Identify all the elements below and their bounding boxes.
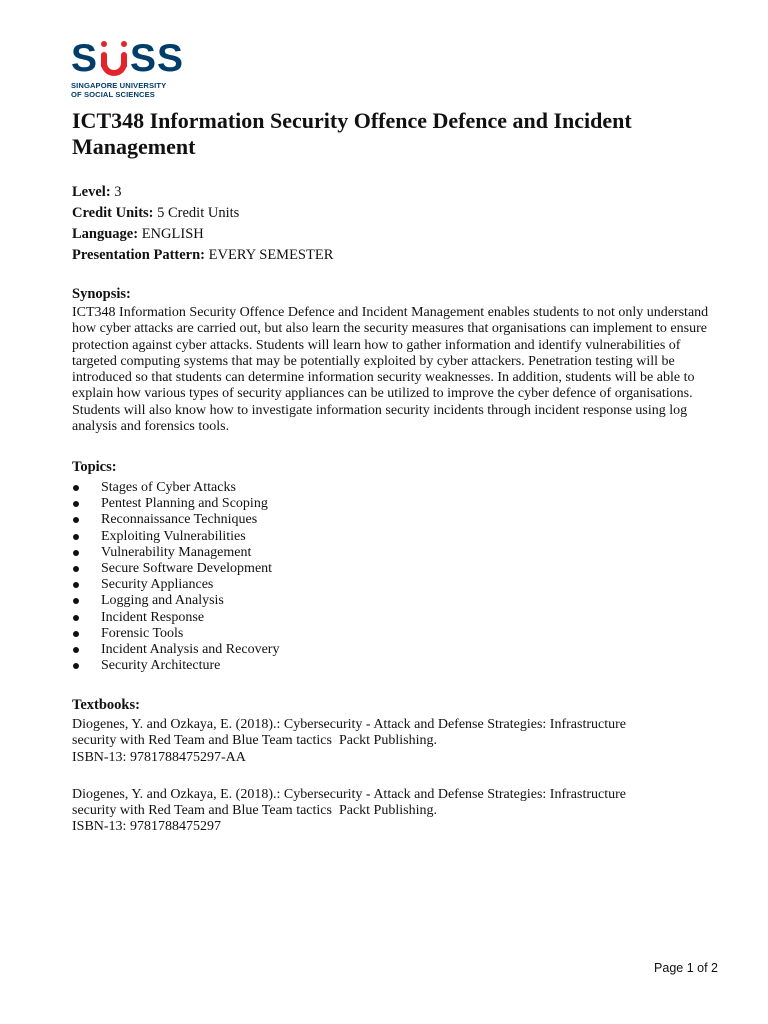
- bullet-icon: [73, 517, 79, 523]
- level-label: Level:: [72, 184, 111, 200]
- textbooks-section: [72, 696, 722, 836]
- credit-label: Credit Units:: [72, 205, 154, 221]
- list-item: Stages of Cyber Attacks: [72, 480, 692, 496]
- logo-wordmark: [71, 37, 186, 80]
- textbook-entry: [72, 717, 722, 766]
- textbook-citation-line: Diogenes, Y. and Ozkaya, E. (2018).: Cybersecurity - Attack and Defense Strategies: Infrastructure: [72, 786, 626, 802]
- textbook-citation-line: security with Red Team and Blue Team tactics Packt Publishing.: [72, 803, 437, 819]
- bullet-icon: [73, 598, 79, 604]
- logo-subtitle-line1: SINGAPORE UNIVERSITY: [71, 81, 167, 90]
- textbook-citation-line: Diogenes, Y. and Ozkaya, E. (2018).: Cybersecurity - Attack and Defense Strategies: Infrastructure: [72, 717, 626, 732]
- list-item: Incident Analysis and Recovery: [72, 642, 692, 658]
- logo-letter-s1: S: [71, 37, 99, 80]
- list-item: Security Architecture: [72, 658, 692, 674]
- credit-value: 5 Credit Units: [157, 205, 240, 221]
- bullet-icon: [73, 663, 79, 669]
- bullet-icon: [73, 550, 79, 556]
- course-meta: [72, 182, 333, 266]
- logo-letter-s2: S: [130, 37, 158, 80]
- bullet-icon: [73, 501, 79, 507]
- textbook-isbn: ISBN-13: 9781788475297: [72, 819, 221, 835]
- logo-subtitle-line2: OF SOCIAL SCIENCES: [71, 90, 155, 99]
- bullet-icon: [73, 485, 79, 491]
- logo-u-icon: [99, 40, 129, 78]
- logo-subtitle: [71, 81, 186, 99]
- synopsis-section: [72, 285, 722, 435]
- list-item: Exploiting Vulnerabilities: [72, 529, 692, 545]
- topics-section: [72, 458, 692, 674]
- textbook-isbn: ISBN-13: 9781788475297-AA: [72, 749, 246, 765]
- list-item: Forensic Tools: [72, 626, 692, 642]
- list-item: Logging and Analysis: [72, 593, 692, 609]
- list-item: Incident Response: [72, 610, 692, 626]
- synopsis-heading: Synopsis:: [72, 286, 131, 302]
- bullet-icon: [73, 566, 79, 572]
- logo-letter-s3: S: [157, 37, 185, 80]
- textbooks-heading: Textbooks:: [72, 697, 140, 713]
- meta-level: [72, 182, 333, 203]
- bullet-icon: [73, 631, 79, 637]
- pattern-value: EVERY SEMESTER: [208, 247, 334, 263]
- list-item: Vulnerability Management: [72, 545, 692, 561]
- page-number: Page 1 of 2: [654, 961, 718, 975]
- topics-heading: Topics:: [72, 459, 117, 475]
- bullet-icon: [73, 582, 79, 588]
- bullet-icon: [73, 647, 79, 653]
- language-value: ENGLISH: [141, 226, 204, 242]
- meta-language: [72, 224, 333, 245]
- bullet-icon: [73, 615, 79, 621]
- list-item: Secure Software Development: [72, 561, 692, 577]
- list-item: Reconnaissance Techniques: [72, 512, 692, 528]
- meta-credit-units: [72, 203, 333, 224]
- topics-list: [72, 480, 692, 674]
- textbook-entry: [72, 787, 722, 836]
- bullet-icon: [73, 534, 79, 540]
- list-item: Security Appliances: [72, 577, 692, 593]
- course-title: ICT348 Information Security Offence Defence and Incident Management: [72, 108, 632, 159]
- language-label: Language:: [72, 226, 139, 242]
- level-value: 3: [114, 184, 122, 200]
- textbook-citation-line: security with Red Team and Blue Team tactics Packt Publishing.: [72, 733, 437, 749]
- synopsis-text: ICT348 Information Security Offence Defence and Incident Management enables students to not only understand how cyber attacks are carried out, but also learn the security measures that organisations can implement to ensure protection against cyber attacks. Students will learn how to gather information and identify vulnerabilities of targeted computing systems that may be potentially exploited by cyber attackers. Penetration testing will be introduced so that students can determine information security weaknesses. In addition, students will be able to explain how various types of security appliances can be utilized to improve the cyber defence of organisations. Students will also know how to investigate information security incidents through incident response using log analysis and forensics tools.: [72, 305, 709, 435]
- list-item: Pentest Planning and Scoping: [72, 496, 692, 512]
- meta-presentation-pattern: [72, 245, 333, 266]
- pattern-label: Presentation Pattern:: [72, 247, 206, 263]
- suss-logo: [71, 37, 186, 99]
